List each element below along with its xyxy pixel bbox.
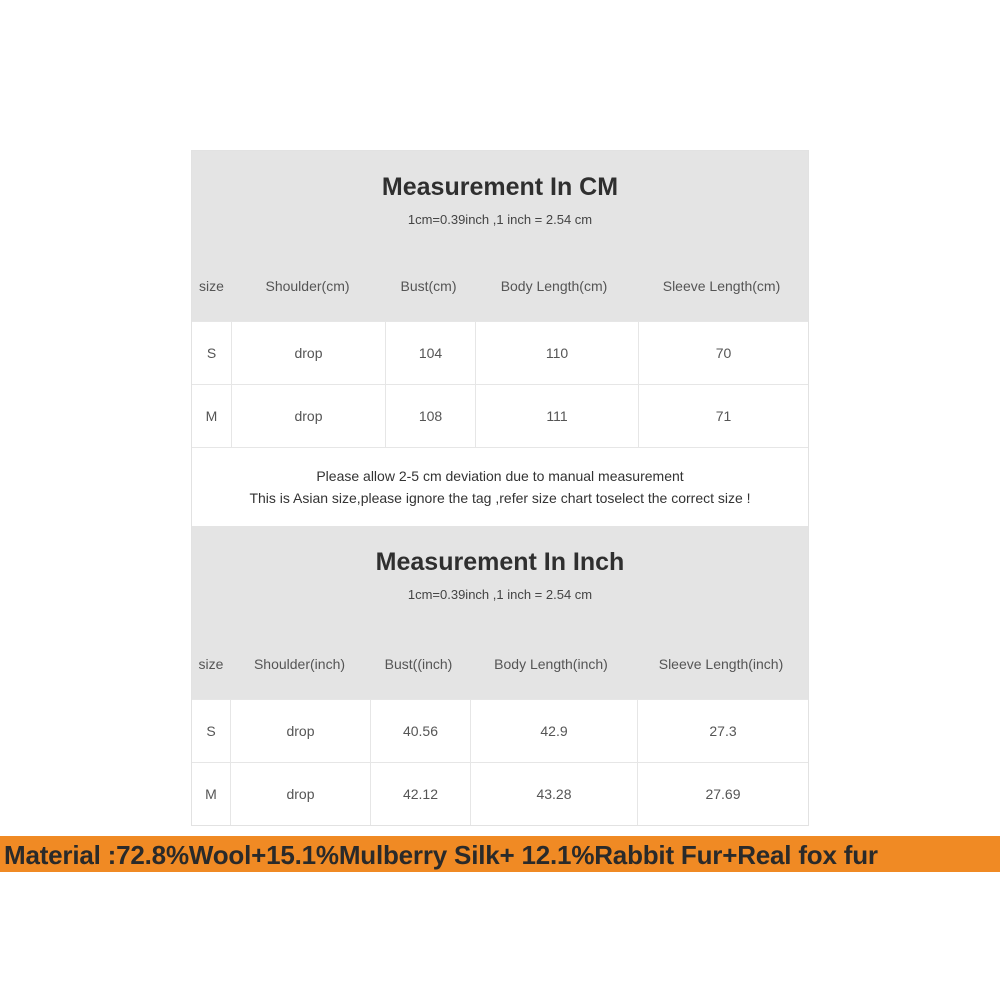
cm-column-headers xyxy=(192,251,808,321)
cell-size: M xyxy=(205,408,218,424)
cell-sleeve-length: 71 xyxy=(638,385,808,447)
table-row xyxy=(192,699,808,762)
cm-header-body-length: Body Length(cm) xyxy=(500,278,608,294)
cell-sleeve-length: 27.3 xyxy=(637,700,808,762)
material-banner: Material :72.8%Wool+15.1%Mulberry Silk+ 12.1%Rabbit Fur+Real fox fur xyxy=(0,836,1000,872)
cell-sleeve-length: 27.69 xyxy=(637,763,808,825)
cell-shoulder: drop xyxy=(230,700,370,762)
cell-bust: 104 xyxy=(385,322,475,384)
inch-table-header xyxy=(192,526,808,699)
deviation-note xyxy=(192,447,808,526)
cell-body-length: 43.28 xyxy=(470,763,637,825)
cell-bust: 108 xyxy=(385,385,475,447)
table-row xyxy=(192,321,808,384)
cell-body-length: 110 xyxy=(475,322,638,384)
table-row xyxy=(192,384,808,447)
cm-table-subtitle: 1cm=0.39inch ,1 inch = 2.54 cm xyxy=(407,212,593,227)
inch-header-bust: Bust((inch) xyxy=(384,656,453,672)
inch-header-size: size xyxy=(198,656,224,672)
cell-body-length: 111 xyxy=(475,385,638,447)
cell-shoulder: drop xyxy=(231,322,385,384)
cell-sleeve-length: 70 xyxy=(638,322,808,384)
cell-bust: 42.12 xyxy=(370,763,470,825)
cm-header-shoulder: Shoulder(cm) xyxy=(265,278,350,294)
inch-table-title: Measurement In Inch xyxy=(375,548,625,576)
cell-size: S xyxy=(206,723,216,739)
cm-header-sleeve-length: Sleeve Length(cm) xyxy=(662,278,781,294)
cm-table-title: Measurement In CM xyxy=(381,173,619,201)
cm-header-bust: Bust(cm) xyxy=(400,278,457,294)
table-row xyxy=(192,762,808,825)
cell-size: S xyxy=(206,345,217,361)
cell-shoulder: drop xyxy=(231,385,385,447)
cm-table-header xyxy=(192,151,808,321)
note-line-2: This is Asian size,please ignore the tag ,refer size chart toselect the correct size ! xyxy=(249,490,751,506)
cell-bust: 40.56 xyxy=(370,700,470,762)
inch-header-body-length: Body Length(inch) xyxy=(494,656,608,672)
cm-header-size: size xyxy=(199,278,224,294)
inch-table-subtitle: 1cm=0.39inch ,1 inch = 2.54 cm xyxy=(407,587,593,602)
note-line-1: Please allow 2-5 cm deviation due to manual measurement xyxy=(316,468,684,484)
cell-body-length: 42.9 xyxy=(470,700,637,762)
inch-header-sleeve-length: Sleeve Length(inch) xyxy=(658,656,784,672)
inch-column-headers xyxy=(192,629,808,699)
cell-shoulder: drop xyxy=(230,763,370,825)
inch-header-shoulder: Shoulder(inch) xyxy=(253,656,346,672)
cell-size: M xyxy=(205,786,217,802)
size-chart xyxy=(191,150,809,826)
